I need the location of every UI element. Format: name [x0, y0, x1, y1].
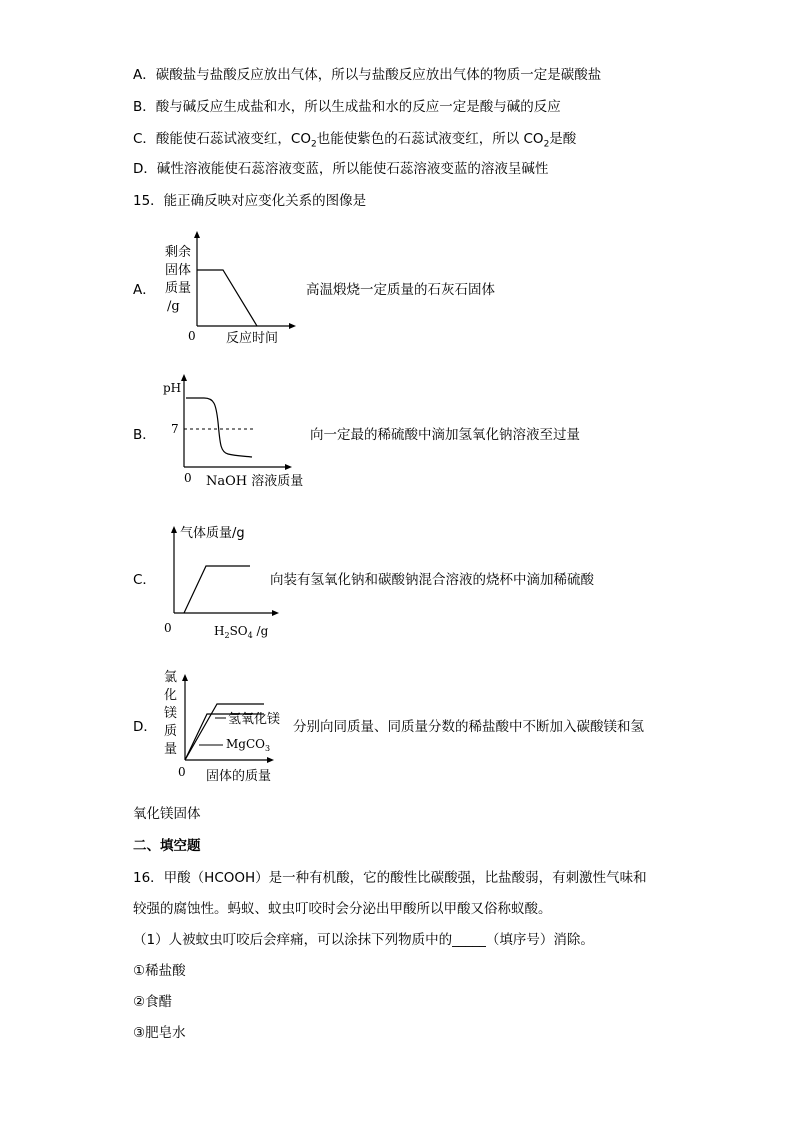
graph-b-curve: [186, 398, 252, 457]
section-title: 二、填空题: [133, 838, 201, 854]
graph-a: [160, 228, 310, 353]
q15-c-label: C．: [133, 572, 156, 588]
q15-b-caption: 向一定最的稀硫酸中滴加氢氧化钠溶液至过量: [310, 427, 580, 443]
graph-c-ylabel: 气体质量/g: [180, 526, 245, 541]
graph-a-ylabel-2: 固体: [165, 263, 192, 278]
graph-a-ylabel-1: 剩余: [165, 245, 192, 260]
q16-sub-question-1: （1）人被蚊虫叮咬后会痒痛，可以涂抹下列物质中的_____（填序号）消除。: [133, 932, 594, 948]
graph-d-series-lower: MgCO$_3$: [226, 737, 271, 753]
q16-choice-1: ①稀盐酸: [133, 963, 186, 979]
graph-b-y-tick: 7: [171, 422, 179, 436]
graph-b-origin: 0: [184, 471, 192, 485]
graph-d-series-upper: 氢氧化镁: [228, 712, 281, 727]
q14-option-a: A．碳酸盐与盐酸反应放出气体，所以与盐酸反应放出气体的物质一定是碳酸盐: [133, 67, 602, 83]
graph-d-ylabel-2: 化: [164, 688, 178, 703]
q15-c-caption: 向装有氢氧化钠和碳酸钠混合溶液的烧杯中滴加稀硫酸: [270, 572, 594, 588]
graph-d: [160, 662, 295, 787]
q14-option-b: B．酸与碱反应生成盐和水，所以生成盐和水的反应一定是酸与碱的反应: [133, 99, 561, 115]
q15-d-caption: 分别向同质量、同质量分数的稀盐酸中不断加入碳酸镁和氢: [293, 719, 644, 735]
graph-d-ylabel-3: 镁: [164, 706, 178, 721]
graph-d-ylabel-5: 量: [164, 742, 178, 757]
graph-a-origin: 0: [188, 329, 196, 343]
graph-d-xlabel: 固体的质量: [206, 769, 272, 784]
answer-blank[interactable]: _____: [452, 932, 486, 948]
graph-a-xlabel: 反应时间: [226, 331, 279, 346]
q16-choice-2: ②食醋: [133, 994, 173, 1010]
graph-d-origin: 0: [178, 765, 186, 779]
q15-a-caption: 高温煅烧一定质量的石灰石固体: [306, 282, 495, 298]
graph-b-ylabel: pH: [163, 381, 182, 395]
q15-d-label: D．: [133, 719, 157, 735]
q15-d-caption-continued: 氧化镁固体: [133, 806, 201, 822]
q16-line-2: 较强的腐蚀性。蚂蚁、蚊虫叮咬时会分泌出甲酸所以甲酸又俗称蚁酸。: [133, 901, 552, 917]
q15-stem: 15．能正确反映对应变化关系的图像是: [133, 193, 367, 209]
q15-b-label: B．: [133, 427, 156, 443]
graph-c-curve: [184, 566, 250, 613]
q16-line-1: 16．甲酸（HCOOH）是一种有机酸，它的酸性比碳酸强，比盐酸弱，有刺激性气味和: [133, 870, 647, 886]
graph-b-xlabel: NaOH 溶液质量: [206, 474, 304, 489]
q15-a-label: A．: [133, 282, 156, 298]
graph-c-origin: 0: [164, 621, 172, 635]
graph-b: [160, 370, 310, 495]
graph-a-ylabel-4: /g: [167, 299, 180, 314]
graph-a-ylabel-3: 质量: [165, 281, 192, 296]
q16-choice-3: ③肥皂水: [133, 1025, 186, 1041]
graph-d-ylabel-4: 质: [164, 724, 178, 739]
graph-d-ylabel-1: 氯: [164, 670, 178, 685]
q14-option-c: C．酸能使石蕊试液变红，$CO_2$也能使紫色的石蕊试液变红，所以 $CO_2$是酸: [133, 131, 577, 150]
graph-c-xlabel: $H_2SO_4$ /g: [214, 624, 269, 640]
q14-option-d: D．碱性溶液能使石蕊溶液变蓝，所以能使石蕊溶液变蓝的溶液呈碱性: [133, 161, 549, 177]
graph-a-curve: [197, 270, 257, 326]
